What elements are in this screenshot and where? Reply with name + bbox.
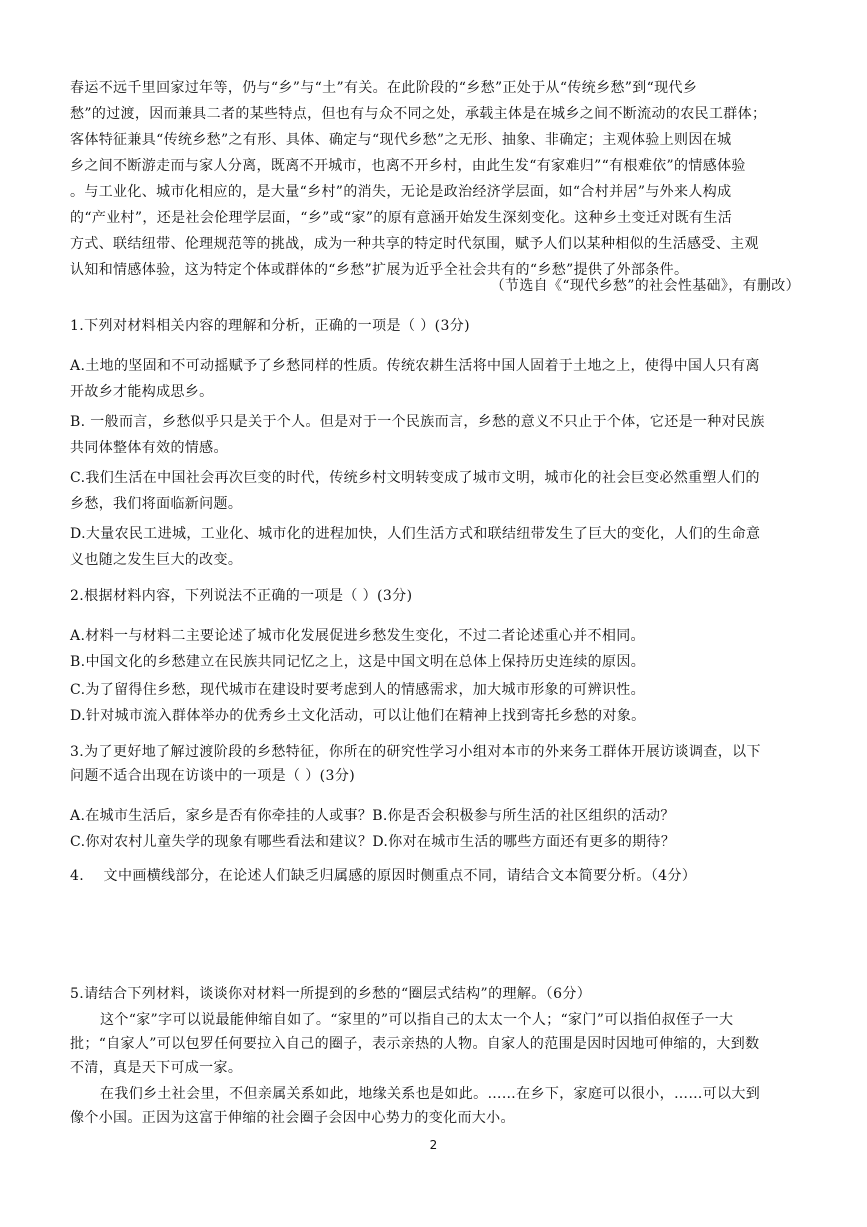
- question-5-material: 在我们乡土社会里，不但亲属关系如此，地缘关系也是如此。……在乡下，家庭可以很小，……可以大到: [100, 1086, 761, 1102]
- question-5-material: 像个小国。正因为这富于伸缩的社会圈子会因中心势力的变化而大小。: [70, 1110, 515, 1126]
- passage-line: 春运不远千里回家过年等，仍与“乡”与“土”有关。在此阶段的“乡愁”正处于从“传统乡愁”到“现代乡: [70, 80, 698, 96]
- question-1-stem: 1.下列对材料相关内容的理解和分析，正确的一项是（ ）(3分): [70, 318, 471, 334]
- question-5-stem: 5.请结合下列材料，谈谈你对材料一所提到的乡愁的“圈层式结构”的理解。（6分）: [70, 986, 592, 1002]
- question-1-option: D.大量农民工进城，工业化、城市化的进程加快，人们生活方式和联结纽带发生了巨大的变化，人们的生命意: [70, 526, 761, 542]
- passage-line: 的“产业村”，还是社会伦理学层面，“乡”或“家”的原有意涵开始发生深刻变化。这种乡土变迁对既有生活: [70, 210, 733, 226]
- passage-line: 愁”的过渡，因而兼具二者的某些特点，但也有与众不同之处，承载主体是在城乡之间不断流动的农民工群体；: [70, 106, 767, 122]
- question-1-option: A.土地的坚固和不可动摇赋予了乡愁同样的性质。传统农耕生活将中国人固着于土地之上，使得中国人只有离: [70, 358, 760, 374]
- passage-line: 乡之间不断游走而与家人分离，既离不开城市，也离不开乡村，由此生发“有家难归”“有根难依”的情感体验: [70, 158, 746, 174]
- question-2-option: A.材料一与材料二主要论述了城市化发展促进乡愁发生变化，不过二者论述重心并不相同。: [70, 628, 645, 644]
- question-2-option: D.针对城市流入群体举办的优秀乡土文化活动，可以让他们在精神上找到寄托乡愁的对象。: [70, 708, 646, 724]
- question-2-option: B.中国文化的乡愁建立在民族共同记忆之上，这是中国文明在总体上保持历史连续的原因。: [70, 654, 646, 670]
- question-5-material: 这个“家”字可以说最能伸缩自如了。“家里的”可以指自己的太太一个人；“家门”可以指伯叔侄子一大: [100, 1012, 734, 1028]
- question-1-option: 乡愁，我们将面临新问题。: [70, 496, 243, 512]
- question-3-stem: 3.为了更好地了解过渡阶段的乡愁特征，你所在的研究性学习小组对本市的外来务工群体开展访谈调查，以下: [70, 744, 761, 760]
- page-number: 2: [429, 1138, 438, 1152]
- question-1-option: B. 一般而言，乡愁似乎只是关于个人。但是对于一个民族而言，乡愁的意义不只止于个体，它还是一种对民族: [70, 414, 765, 430]
- question-3-option: A.在城市生活后，家乡是否有你牵挂的人或事？B.你是否会积极参与所生活的社区组织的活动？: [70, 808, 675, 824]
- passage-line: 。与工业化、城市化相应的，是大量“乡村”的消失，无论是政治经济学层面，如“合村并居”与外来人构成: [70, 184, 732, 200]
- passage-line: 方式、联结纽带、伦理规范等的挑战，成为一种共享的特定时代氛围，赋予人们以某种相似的生活感受、主观: [70, 236, 759, 252]
- question-3-stem: 问题不适合出现在访谈中的一项是（ ）(3分): [70, 768, 356, 784]
- question-1-option: C.我们生活在中国社会再次巨变的时代，传统乡村文明转变成了城市文明，城市化的社会巨变必然重塑人们的: [70, 470, 760, 486]
- question-1-option: 共同体整体有效的情感。: [70, 440, 228, 456]
- passage-line: 认知和情感体验，这为特定个体或群体的“乡愁”扩展为近乎全社会共有的“乡愁”提供了外部条件。: [70, 262, 689, 278]
- question-1-option: 开故乡才能构成思乡。: [70, 384, 214, 400]
- question-2-option: C.为了留得住乡愁，现代城市在建设时要考虑到人的情感需求，加大城市形象的可辨识性。: [70, 682, 646, 698]
- question-1-option: 义也随之发生巨大的改变。: [70, 552, 243, 568]
- question-4-stem: 4. 文中画横线部分，在论述人们缺乏归属感的原因时侧重点不同，请结合文本简要分析。（4分）: [70, 868, 697, 884]
- question-2-stem: 2.根据材料内容，下列说法不正确的一项是（ ）(3分): [70, 588, 413, 604]
- passage-line: 客体特征兼具“传统乡愁”之有形、具体、确定与“现代乡愁”之无形、抽象、非确定；主观体验上则因在城: [70, 132, 732, 148]
- question-5-material: 批；“自家人”可以包罗任何要拉入自己的圈子，表示亲热的人物。自家人的范围是因时因地可伸缩的，大到数: [70, 1036, 760, 1052]
- question-3-option: C.你对农村儿童失学的现象有哪些看法和建议？D.你对在城市生活的哪些方面还有更多的期待？: [70, 834, 676, 850]
- question-5-material: 不清，真是天下可成一家。: [70, 1060, 243, 1076]
- passage-source: （节选自《“现代乡愁”的社会性基础》，有删改）: [490, 278, 800, 294]
